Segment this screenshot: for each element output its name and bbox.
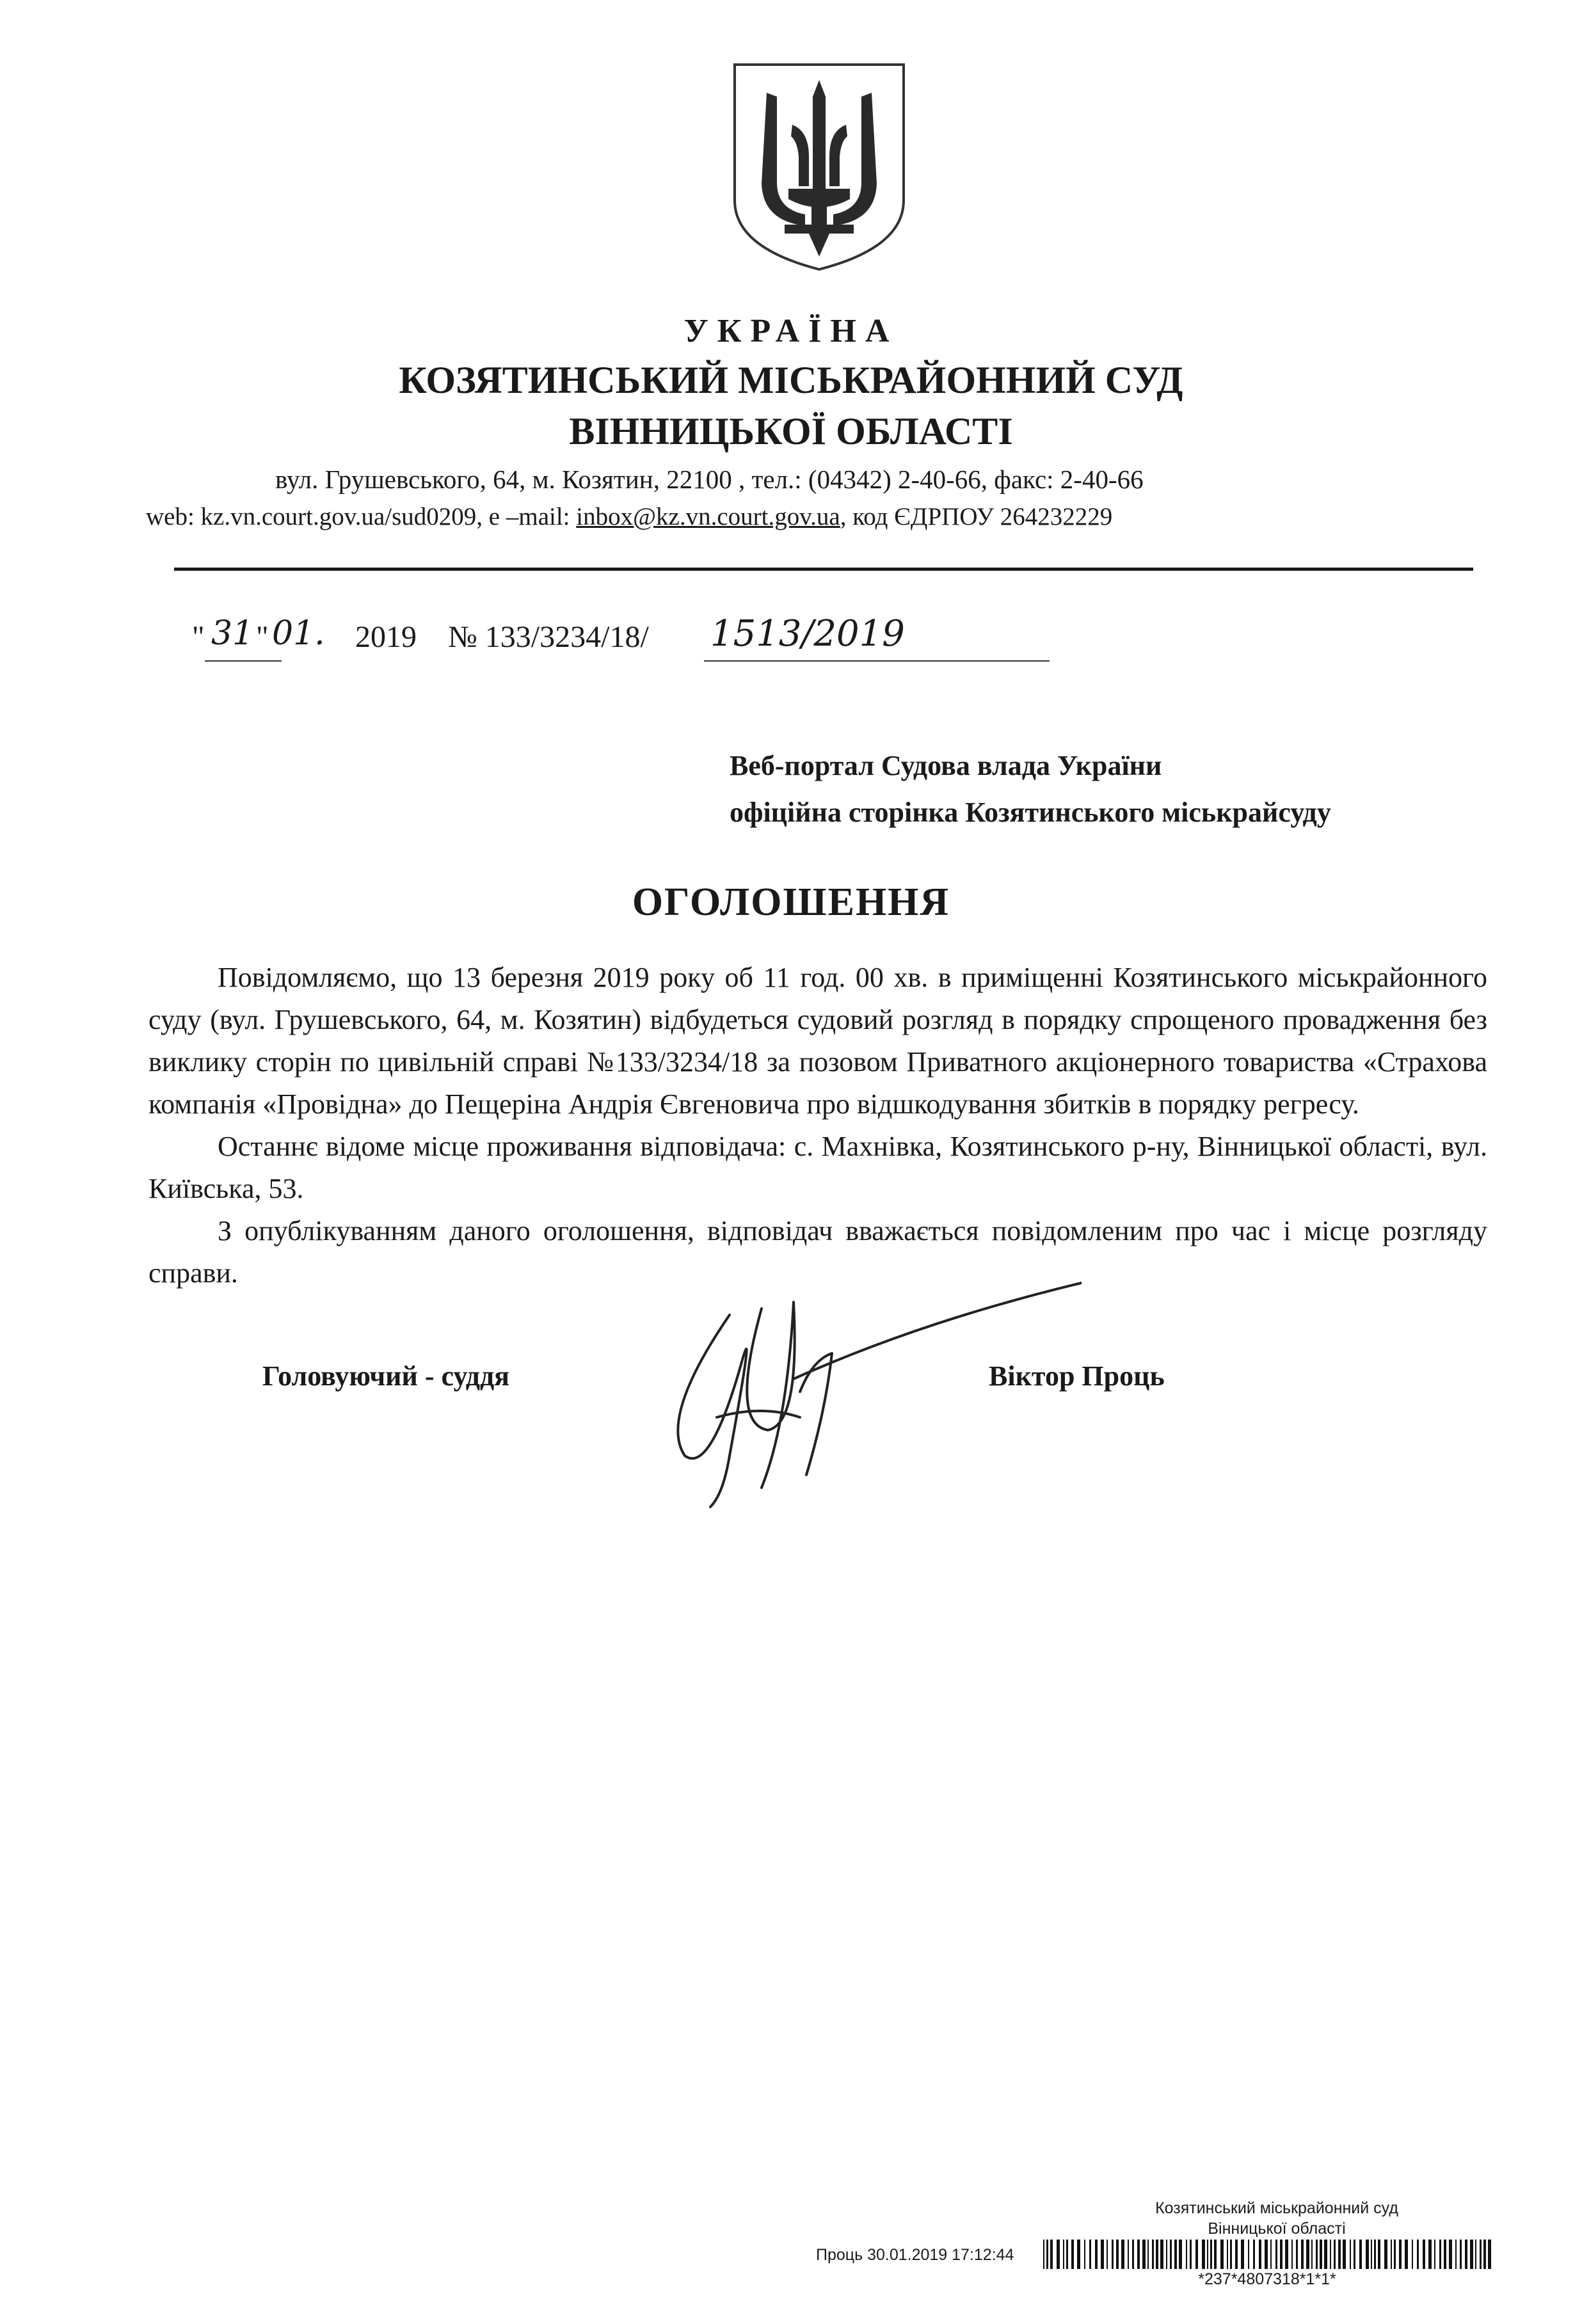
document-title: ОГОЛОШЕННЯ [632, 880, 950, 924]
handwritten-signature [634, 1264, 1082, 1532]
signer-title: Головуючий - суддя [262, 1360, 510, 1392]
registry-stamp [1110, 2198, 1443, 2239]
day-underline [205, 660, 282, 662]
date-month: 01. [272, 614, 325, 653]
date-year: 2019 [355, 620, 417, 654]
date-close-quote: " [256, 620, 269, 654]
court-name-line2: ВІННИЦЬКОЇ ОБЛАСТІ [569, 410, 1013, 452]
addressee-line1: Веб-портал Судова влада України [730, 750, 1162, 781]
addressee-block [730, 742, 1331, 836]
stamp-user-time: Проць 30.01.2019 17:12:44 [816, 2246, 1014, 2264]
court-name-line1: КОЗЯТИНСЬКИЙ МІСЬКРАЙОННИЙ СУД [399, 359, 1183, 401]
body-paragraph-1: Повідомляємо, що 13 березня 2019 року об 11 год. 00 хв. в приміщенні Козятинського міськрайонного суду (вул. Грушевського, 64, м. Козятин) відбудеться судовий розгляд в порядку спрощеного провадження без виклику сторін по цивільній справі №133/3234/18 за позовом Приватного акціонерного товариства «Страхова компанія «Провідна» до Пещеріна Андрія Євгеновича про відшкодування збитків в порядку регресу. [148, 962, 1487, 1120]
number-underline [704, 660, 1050, 662]
coat-of-arms-trident-icon [730, 61, 909, 272]
country-heading: УКРАЇНА [683, 313, 899, 349]
document-number-handwritten: 1513/2019 [710, 613, 905, 655]
edrpou-code: , код ЄДРПОУ 264232229 [840, 503, 1113, 530]
body-paragraph-2: Останнє відоме місце проживання відповідача: с. Махнівка, Козятинського р-ну, Вінницької області, вул. Київська, 53. [148, 1131, 1487, 1204]
barcode [1043, 2240, 1491, 2269]
court-address: вул. Грушевського, 64, м. Козятин, 22100 , тел.: (04342) 2-40-66, факс: 2-40-66 [275, 465, 1144, 494]
addressee-line2: офіційна сторінка Козятинського міськрайсуду [730, 797, 1331, 828]
body-paragraph-3: З опублікуванням даного оголошення, відповідач вважається повідомленим про час і місце розгляду справи. [148, 1215, 1487, 1289]
signer-name: Віктор Проць [989, 1360, 1165, 1392]
document-date-number [192, 613, 1050, 677]
stamp-court-line1: Козятинський міськрайонний суд [1155, 2199, 1398, 2217]
document-number-printed: № 133/3234/18/ [448, 620, 649, 654]
barcode-text: *237*4807318*1*1* [1198, 2270, 1336, 2288]
header-divider [174, 568, 1473, 571]
email-link[interactable]: inbox@kz.vn.court.gov.ua [576, 503, 840, 530]
date-day: 31 [211, 614, 254, 653]
web-prefix: web: kz.vn.court.gov.ua/sud0209, e –mail: [146, 503, 577, 530]
stamp-court-line2: Вінницької області [1208, 2220, 1346, 2238]
court-contacts [146, 502, 1112, 531]
date-open-quote: " [192, 620, 205, 654]
announcement-body [148, 957, 1487, 1294]
